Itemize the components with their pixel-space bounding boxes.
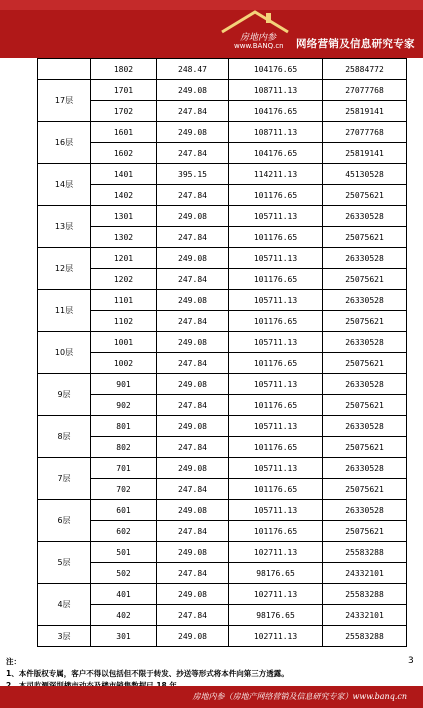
area-cell: 249.08 [157, 458, 229, 479]
unit-price-cell: 104176.65 [229, 143, 323, 164]
unit-cell: 1202 [91, 269, 157, 290]
unit-cell: 1001 [91, 332, 157, 353]
notes-line-1: 1、本件版权专属，客户不得以包括但不限于转发、抄送等形式将本件向第三方透露。 [6, 669, 289, 678]
total-cell: 26330528 [323, 290, 407, 311]
unit-price-cell: 105711.13 [229, 206, 323, 227]
table-row [38, 458, 407, 479]
unit-cell: 1701 [91, 80, 157, 101]
floor-cell [38, 59, 91, 80]
unit-price-cell: 105711.13 [229, 458, 323, 479]
unit-cell: 1401 [91, 164, 157, 185]
total-cell: 26330528 [323, 206, 407, 227]
area-cell: 247.84 [157, 227, 229, 248]
unit-price-cell: 104176.65 [229, 101, 323, 122]
unit-price-cell: 101176.65 [229, 269, 323, 290]
unit-price-cell: 101176.65 [229, 185, 323, 206]
unit-price-cell: 105711.13 [229, 416, 323, 437]
floor-cell: 14层 [38, 164, 91, 206]
total-cell: 27077768 [323, 80, 407, 101]
unit-cell: 1102 [91, 311, 157, 332]
unit-cell: 1302 [91, 227, 157, 248]
page-number: 3 [408, 656, 414, 666]
table-row [38, 500, 407, 521]
header-tagline: 网络营销及信息研究专家 [296, 38, 415, 50]
unit-cell: 802 [91, 437, 157, 458]
area-cell: 247.84 [157, 269, 229, 290]
table-row [38, 332, 407, 353]
total-cell: 24332101 [323, 605, 407, 626]
total-cell: 25075621 [323, 227, 407, 248]
unit-price-cell: 105711.13 [229, 290, 323, 311]
area-cell: 249.08 [157, 584, 229, 605]
unit-price-cell: 101176.65 [229, 479, 323, 500]
table-row [38, 248, 407, 269]
total-cell: 25075621 [323, 479, 407, 500]
header-top-stripe [0, 0, 423, 10]
area-cell: 249.08 [157, 248, 229, 269]
total-cell: 25819141 [323, 143, 407, 164]
unit-cell: 602 [91, 521, 157, 542]
total-cell: 26330528 [323, 416, 407, 437]
floor-cell: 6层 [38, 500, 91, 542]
table-row [38, 80, 407, 101]
unit-cell: 1002 [91, 353, 157, 374]
total-cell: 25884772 [323, 59, 407, 80]
total-cell: 24332101 [323, 563, 407, 584]
unit-price-cell: 102711.13 [229, 542, 323, 563]
unit-cell: 401 [91, 584, 157, 605]
table-row [38, 563, 407, 584]
logo-url: www.BANQ.cn [234, 42, 284, 50]
area-cell: 247.84 [157, 185, 229, 206]
unit-price-cell: 105711.13 [229, 332, 323, 353]
area-cell: 395.15 [157, 164, 229, 185]
area-cell: 249.08 [157, 416, 229, 437]
notes-label: 注： [6, 657, 21, 666]
unit-cell: 901 [91, 374, 157, 395]
area-cell: 249.08 [157, 542, 229, 563]
total-cell: 25583288 [323, 542, 407, 563]
area-cell: 247.84 [157, 101, 229, 122]
area-cell: 249.08 [157, 80, 229, 101]
table-row [38, 143, 407, 164]
area-cell: 247.84 [157, 437, 229, 458]
unit-cell: 601 [91, 500, 157, 521]
table-row [38, 164, 407, 185]
unit-cell: 1402 [91, 185, 157, 206]
price-table [37, 58, 407, 647]
unit-price-cell: 101176.65 [229, 227, 323, 248]
unit-price-cell: 101176.65 [229, 521, 323, 542]
unit-price-cell: 105711.13 [229, 500, 323, 521]
total-cell: 25819141 [323, 101, 407, 122]
total-cell: 25075621 [323, 311, 407, 332]
table-row [38, 185, 407, 206]
unit-price-cell: 98176.65 [229, 563, 323, 584]
total-cell: 26330528 [323, 248, 407, 269]
area-cell: 249.08 [157, 122, 229, 143]
unit-price-cell: 102711.13 [229, 584, 323, 605]
unit-price-cell: 105711.13 [229, 374, 323, 395]
area-cell: 249.08 [157, 332, 229, 353]
floor-cell: 11层 [38, 290, 91, 332]
page-header [0, 0, 423, 58]
area-cell: 249.08 [157, 626, 229, 647]
unit-cell: 1702 [91, 101, 157, 122]
total-cell: 45130528 [323, 164, 407, 185]
area-cell: 247.84 [157, 143, 229, 164]
unit-cell: 1601 [91, 122, 157, 143]
unit-cell: 702 [91, 479, 157, 500]
unit-cell: 902 [91, 395, 157, 416]
total-cell: 26330528 [323, 374, 407, 395]
total-cell: 26330528 [323, 500, 407, 521]
logo-text: 房地内参 [240, 33, 277, 43]
area-cell: 249.08 [157, 206, 229, 227]
unit-price-cell: 114211.13 [229, 164, 323, 185]
table-row [38, 227, 407, 248]
area-cell: 247.84 [157, 479, 229, 500]
table-row [38, 311, 407, 332]
unit-price-cell: 101176.65 [229, 437, 323, 458]
table-row [38, 437, 407, 458]
floor-cell: 10层 [38, 332, 91, 374]
unit-price-cell: 104176.65 [229, 59, 323, 80]
unit-cell: 402 [91, 605, 157, 626]
unit-cell: 301 [91, 626, 157, 647]
floor-cell: 8层 [38, 416, 91, 458]
total-cell: 25075621 [323, 185, 407, 206]
area-cell: 247.84 [157, 605, 229, 626]
unit-cell: 701 [91, 458, 157, 479]
floor-cell: 5层 [38, 542, 91, 584]
floor-cell: 12层 [38, 248, 91, 290]
total-cell: 25583288 [323, 626, 407, 647]
unit-cell: 1301 [91, 206, 157, 227]
unit-price-cell: 101176.65 [229, 353, 323, 374]
floor-cell: 3层 [38, 626, 91, 647]
area-cell: 249.08 [157, 374, 229, 395]
table-row [38, 626, 407, 647]
area-cell: 247.84 [157, 311, 229, 332]
unit-cell: 801 [91, 416, 157, 437]
unit-cell: 501 [91, 542, 157, 563]
total-cell: 25075621 [323, 395, 407, 416]
table-row [38, 416, 407, 437]
unit-cell: 502 [91, 563, 157, 584]
table-row [38, 584, 407, 605]
area-cell: 249.08 [157, 290, 229, 311]
total-cell: 25075621 [323, 269, 407, 290]
total-cell: 26330528 [323, 332, 407, 353]
unit-price-cell: 101176.65 [229, 311, 323, 332]
area-cell: 247.84 [157, 521, 229, 542]
total-cell: 25075621 [323, 353, 407, 374]
area-cell: 247.84 [157, 563, 229, 584]
table-row [38, 353, 407, 374]
area-cell: 248.47 [157, 59, 229, 80]
table-row [38, 101, 407, 122]
unit-cell: 1802 [91, 59, 157, 80]
table-row [38, 395, 407, 416]
table-row [38, 605, 407, 626]
table-row [38, 122, 407, 143]
unit-cell: 1101 [91, 290, 157, 311]
unit-price-cell: 101176.65 [229, 395, 323, 416]
floor-cell: 16层 [38, 122, 91, 164]
unit-cell: 1201 [91, 248, 157, 269]
floor-cell: 4层 [38, 584, 91, 626]
area-cell: 247.84 [157, 353, 229, 374]
floor-cell: 17层 [38, 80, 91, 122]
unit-price-cell: 105711.13 [229, 248, 323, 269]
total-cell: 25075621 [323, 437, 407, 458]
table-row [38, 59, 407, 80]
table-row [38, 479, 407, 500]
area-cell: 249.08 [157, 500, 229, 521]
table-row [38, 521, 407, 542]
total-cell: 26330528 [323, 458, 407, 479]
table-row [38, 542, 407, 563]
table-row [38, 269, 407, 290]
total-cell: 25583288 [323, 584, 407, 605]
total-cell: 25075621 [323, 521, 407, 542]
floor-cell: 7层 [38, 458, 91, 500]
unit-cell: 1602 [91, 143, 157, 164]
total-cell: 27077768 [323, 122, 407, 143]
unit-price-cell: 108711.13 [229, 122, 323, 143]
table-row [38, 290, 407, 311]
area-cell: 247.84 [157, 395, 229, 416]
unit-price-cell: 102711.13 [229, 626, 323, 647]
table-row [38, 374, 407, 395]
footer-text: 房地内参（房地产网络营销及信息研究专家）www.banq.cn [192, 692, 407, 701]
floor-cell: 9层 [38, 374, 91, 416]
floor-cell: 13层 [38, 206, 91, 248]
table-row [38, 206, 407, 227]
unit-price-cell: 108711.13 [229, 80, 323, 101]
unit-price-cell: 98176.65 [229, 605, 323, 626]
page-footer [0, 686, 423, 708]
